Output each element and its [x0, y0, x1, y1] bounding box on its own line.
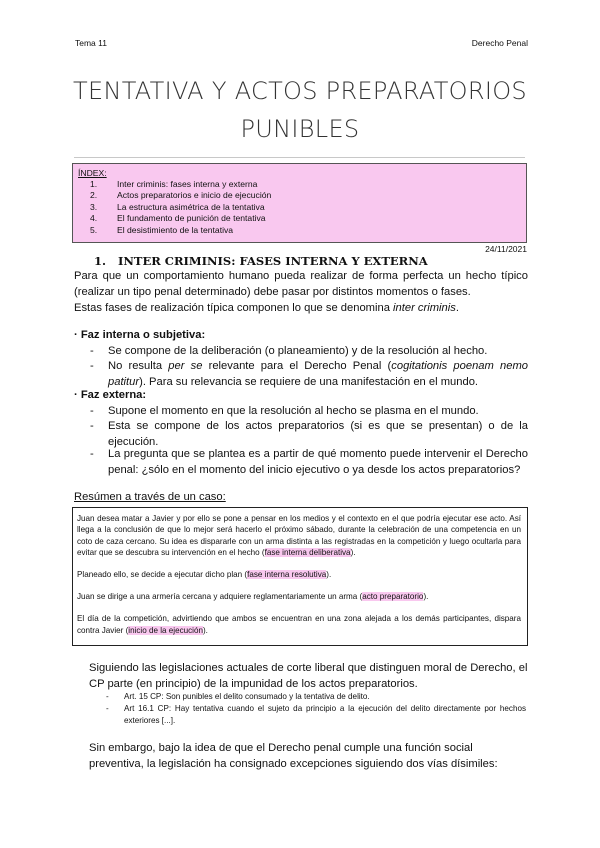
case-paragraph: [77, 569, 521, 580]
article-item: [106, 691, 526, 703]
index-item-text: La estructura asimétrica de la tentativa: [117, 201, 265, 212]
dash-bullet-icon: -: [90, 405, 94, 417]
case-text-end: ).: [326, 570, 332, 580]
case-text: Planeado ello, se decide a ejecutar dicho plan (: [77, 570, 248, 580]
case-text: El día de la competición, advirtiendo que ambos se encuentran en una zona alejada a los demás participantes, dispara contra Javier (: [77, 614, 521, 635]
date-label: 24/11/2021: [485, 244, 527, 254]
dash-bullet-icon: -: [90, 420, 94, 432]
index-item-text: Inter criminis: fases interna y externa: [117, 179, 258, 189]
case-text: Juan desea matar a Javier y por ello se pone a pensar en los medios y el contexto en el que podría ejecutar ese acto. Así llega a la conclusión de que lo mejor será hacerlo el próximo sábado, durante la celebración de una competencia en un coto de caza cercano. Su idea es dispararle con un arma distinta a las registradas en la competición y luego ocultarla para evitar que se descubra su intervención en el hecho (: [77, 514, 521, 558]
bullet-item: [90, 344, 528, 360]
index-item-num: 4.: [90, 213, 98, 224]
bullet-item: [90, 447, 528, 478]
index-item-text: Actos preparatorios e inicio de ejecución: [117, 190, 272, 201]
index-item-num: 2.: [90, 190, 98, 201]
bullet-text: Supone el momento en que la resolución al hecho se plasma en el mundo.: [108, 405, 479, 417]
faz-externa-heading: · Faz externa:: [74, 389, 147, 401]
index-item: [78, 225, 526, 236]
bullet-text-part: No resulta: [108, 360, 169, 372]
case-highlight: fase interna resolutiva: [247, 570, 327, 580]
index-heading: ÍNDEX:: [78, 168, 107, 178]
article-text: Art 16.1 CP: Hay tentativa cuando el sujeto da principio a la ejecución del delito directamente por hechos exteriores [...].: [124, 704, 526, 725]
case-highlight: inicio de la ejecución: [128, 625, 203, 635]
article-item: [106, 703, 526, 726]
index-item: [78, 202, 526, 213]
intro-paragraph-2: [74, 300, 528, 316]
closing-paragraph: Siguiendo las legislaciones actuales de corte liberal que distinguen moral de Derecho, el CP parte (en principio) de la impunidad de los actos preparatorios.: [89, 662, 528, 690]
index-item-text: El fundamento de punición de tentativa: [117, 213, 266, 224]
index-item-num: 3.: [90, 201, 98, 212]
index-box: [72, 163, 527, 243]
page-title-line1: TENTATIVA Y ACTOS PREPARATORIOS: [73, 77, 527, 105]
title-divider: [74, 157, 525, 158]
faz-interna-heading: · Faz interna o subjetiva:: [74, 329, 206, 341]
page-title-line2: PUNIBLES: [240, 115, 360, 143]
case-paragraph: [77, 513, 521, 559]
bullet-text-part: relevante para el Derecho Penal (: [202, 360, 392, 372]
case-text-end: ).: [423, 592, 429, 602]
intro-term: inter criminis: [393, 302, 456, 314]
case-text: Juan se dirige a una armería cercana y adquiere reglamentariamente un arma (: [77, 592, 363, 602]
bullet-item: [90, 359, 528, 390]
bullet-term: cogitationis poenam nemo patitur: [108, 360, 528, 388]
bullet-text: Esta se compone de los actos preparatorios (si es que se presentan) o de la ejecución.: [108, 420, 528, 448]
section-title: INTER CRIMINIS: FASES INTERNA Y EXTERNA: [118, 254, 428, 268]
case-box: [72, 507, 528, 646]
case-highlight: fase interna deliberativa: [264, 548, 351, 558]
dash-bullet-icon: -: [106, 692, 109, 701]
index-item: [78, 213, 526, 224]
dash-bullet-icon: -: [90, 345, 94, 357]
section-heading: [94, 254, 428, 268]
case-heading: Resúmen a través de un caso:: [74, 491, 226, 503]
index-item-num: 1.: [90, 179, 98, 189]
index-item: [78, 179, 526, 190]
dash-bullet-icon: -: [90, 360, 94, 372]
bullet-item: [90, 419, 528, 450]
case-text-end: ).: [350, 548, 356, 558]
bullet-text: La pregunta que se plantea es a partir de qué momento puede intervenir el Derecho penal: ¿sólo en el momento del inicio ejecutivo o ya desde los actos preparatorios?: [108, 448, 528, 476]
case-highlight: acto preparatorio: [362, 592, 424, 602]
index-item-num: 5.: [90, 224, 98, 235]
case-paragraph: [77, 591, 521, 602]
bullet-term: per se: [168, 360, 203, 372]
bullet-text: Se compone de la deliberación (o planeamiento) y de la resolución al hecho.: [108, 345, 488, 357]
dash-bullet-icon: -: [90, 448, 94, 460]
case-paragraph: [77, 613, 521, 636]
header-course: Derecho Penal: [471, 38, 528, 48]
bullet-text-part: ). Para su relevancia se requiere de una manifestación en el mundo.: [139, 375, 479, 388]
article-text: Art. 15 CP: Son punibles el delito consumado y la tentativa de delito.: [124, 692, 370, 701]
section-number: 1.: [94, 254, 107, 268]
index-item-text: El desistimiento de la tentativa: [117, 224, 234, 235]
header-subject: Tema 11: [75, 38, 107, 48]
index-item: [78, 190, 526, 201]
dash-bullet-icon: -: [106, 704, 109, 713]
intro-text: Estas fases de realización típica componen lo que se denomina: [74, 302, 394, 314]
intro-end: .: [455, 302, 459, 314]
closing-paragraph-2: Sin embargo, bajo la idea de que el Derecho penal cumple una función social preventiva, la legislación ha consignado excepciones siguiendo dos vías dísimiles:: [89, 742, 498, 770]
case-text-end: ).: [202, 625, 208, 635]
intro-paragraph: Para que un comportamiento humano pueda realizar de forma perfecta un hecho típico (realizar un tipo penal determinado) debe pasar por distintos momentos o fases.: [74, 270, 528, 298]
bullet-item: [90, 404, 528, 420]
bullet-text: [108, 359, 528, 390]
